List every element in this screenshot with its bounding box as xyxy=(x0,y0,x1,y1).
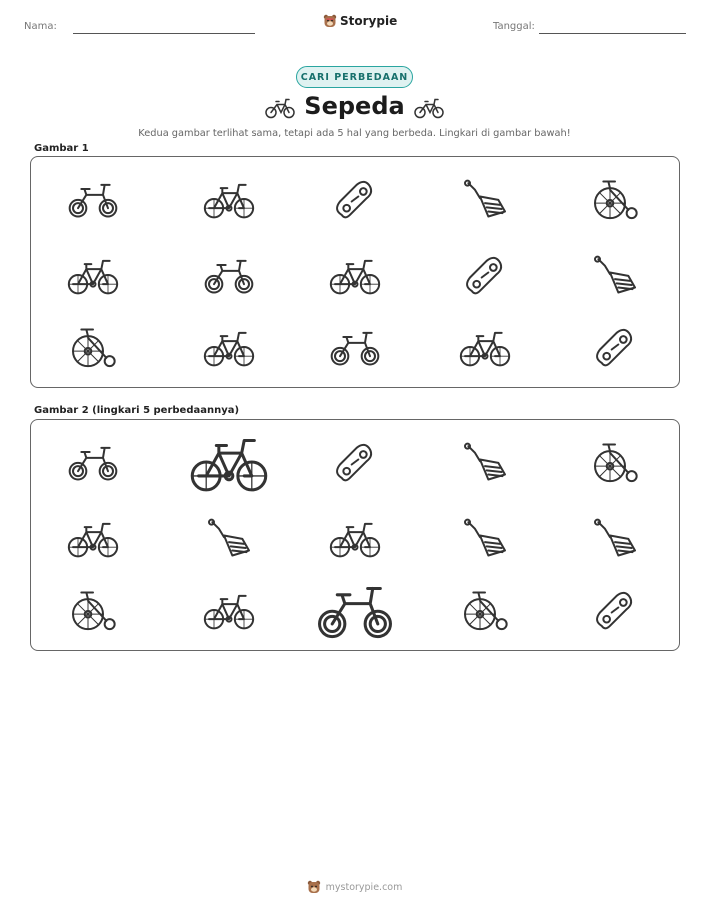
category-badge: CARI PERBEDAAN xyxy=(296,66,413,88)
bike-chain-icon xyxy=(590,589,640,631)
bicycle-icon xyxy=(330,517,380,559)
footer-url[interactable]: mystorypie.com xyxy=(325,881,403,893)
picture2-label: Gambar 2 (lingkari 5 perbedaannya) xyxy=(34,405,240,416)
picture-item[interactable] xyxy=(460,441,510,483)
picture-item[interactable] xyxy=(460,589,510,631)
bicycle-icon xyxy=(191,430,267,494)
picture-item[interactable] xyxy=(68,441,118,483)
page-title: Sepeda xyxy=(304,92,405,120)
bicycle-icon xyxy=(68,254,118,296)
picture-item[interactable] xyxy=(204,326,254,368)
picture-item[interactable] xyxy=(204,254,254,296)
picture-item[interactable] xyxy=(68,254,118,296)
picture-item[interactable] xyxy=(68,178,118,220)
picture-item[interactable] xyxy=(68,517,118,559)
picture-item[interactable] xyxy=(590,589,640,631)
footer xyxy=(0,880,709,894)
picture-item[interactable] xyxy=(330,178,380,220)
date-label: Tanggal: xyxy=(493,21,535,32)
bike-chain-icon xyxy=(590,326,640,368)
name-line[interactable] xyxy=(73,33,255,34)
picture-item[interactable] xyxy=(590,254,640,296)
brand-logo xyxy=(323,14,397,28)
bicycle-icon xyxy=(330,254,380,296)
picture1-label: Gambar 1 xyxy=(34,143,89,154)
picture-item[interactable] xyxy=(590,326,640,368)
picture-item[interactable] xyxy=(330,254,380,296)
penny-farthing-icon xyxy=(68,589,118,631)
bike-chain-icon xyxy=(460,254,510,296)
picture-item[interactable] xyxy=(460,254,510,296)
name-label: Nama: xyxy=(24,21,57,32)
balance-bike-icon xyxy=(68,441,118,483)
bike-pedal-icon xyxy=(460,441,510,483)
bicycle-icon xyxy=(68,517,118,559)
instruction-text: Kedua gambar terlihat sama, tetapi ada 5 hal yang berbeda. Lingkari di gambar bawah! xyxy=(138,128,571,139)
title-bike-right-icon xyxy=(414,94,444,120)
picture-item[interactable] xyxy=(330,441,380,483)
picture1-panel xyxy=(30,156,680,388)
bike-pedal-icon xyxy=(460,517,510,559)
penny-farthing-icon xyxy=(590,441,640,483)
penny-farthing-icon xyxy=(460,589,510,631)
picture-item[interactable] xyxy=(68,589,118,631)
bike-pedal-icon xyxy=(460,178,510,220)
picture-item[interactable] xyxy=(330,326,380,368)
bicycle-icon xyxy=(204,326,254,368)
bike-pedal-icon xyxy=(590,517,640,559)
penny-farthing-icon xyxy=(590,178,640,220)
footer-bear-icon xyxy=(307,880,321,894)
bicycle-icon xyxy=(460,326,510,368)
picture2-panel[interactable] xyxy=(30,419,680,651)
bike-chain-icon xyxy=(330,441,380,483)
picture-item[interactable] xyxy=(590,517,640,559)
bicycle-icon xyxy=(204,589,254,631)
balance-bike-icon xyxy=(68,178,118,220)
picture-item[interactable] xyxy=(330,517,380,559)
brand-name: Storypie xyxy=(340,14,398,28)
picture-item[interactable] xyxy=(460,517,510,559)
bike-pedal-icon xyxy=(204,517,254,559)
bicycle-icon xyxy=(204,178,254,220)
picture-item[interactable] xyxy=(460,178,510,220)
bike-chain-icon xyxy=(330,178,380,220)
picture-item[interactable] xyxy=(460,326,510,368)
picture-item[interactable] xyxy=(317,578,393,642)
balance-bike-icon xyxy=(204,254,254,296)
picture-item[interactable] xyxy=(590,178,640,220)
date-line[interactable] xyxy=(539,33,686,34)
picture-item[interactable] xyxy=(590,441,640,483)
picture-item[interactable] xyxy=(191,430,267,494)
bike-pedal-icon xyxy=(590,254,640,296)
picture-item[interactable] xyxy=(204,589,254,631)
balance-bike-icon xyxy=(317,578,393,642)
picture-item[interactable] xyxy=(204,517,254,559)
picture-item[interactable] xyxy=(204,178,254,220)
picture-item[interactable] xyxy=(68,326,118,368)
balance-bike-icon xyxy=(330,326,380,368)
penny-farthing-icon xyxy=(68,326,118,368)
bear-icon xyxy=(323,14,337,28)
